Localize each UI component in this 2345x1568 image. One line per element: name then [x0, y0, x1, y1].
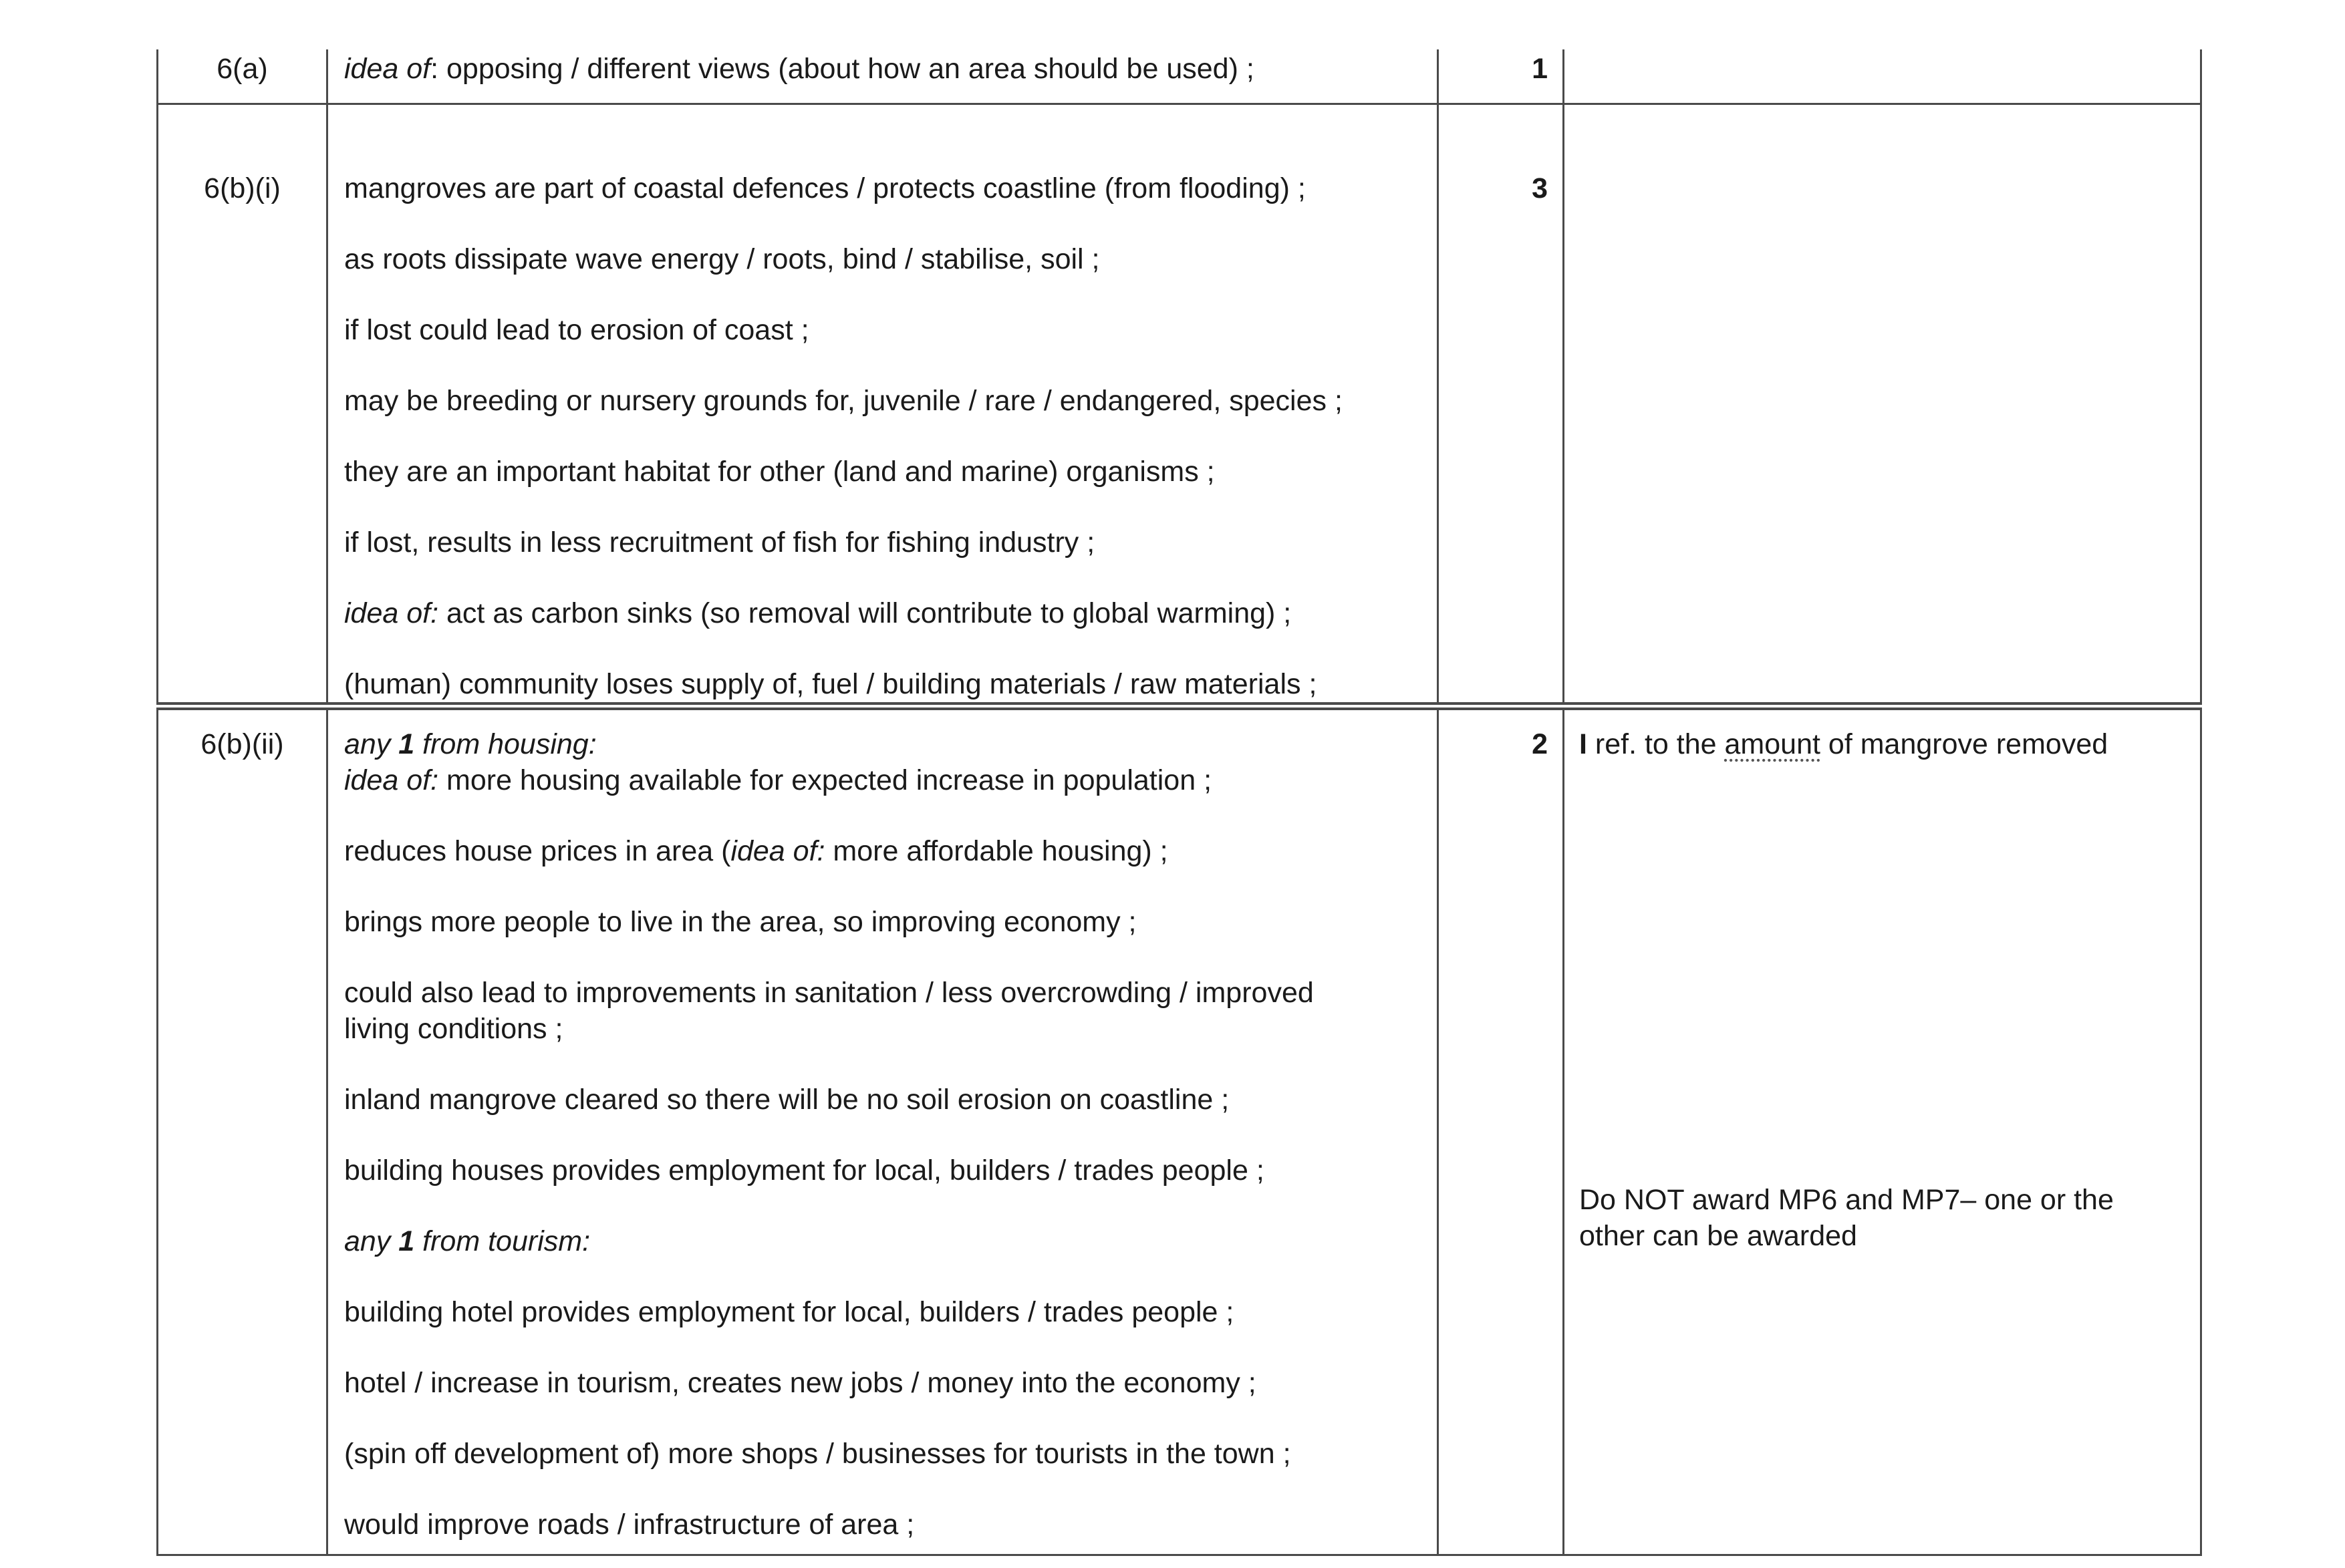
guidance-cell — [1564, 104, 2201, 707]
award-note-line: other can be awarded — [1579, 1220, 1857, 1252]
answer-cell — [327, 706, 1438, 1555]
housing-heading — [344, 726, 1423, 762]
answer-line: hotel / increase in tourism, creates new jobs / money into the economy ; — [344, 1367, 1256, 1399]
question-number: 6(a) — [158, 49, 327, 104]
table-row — [158, 706, 2201, 1555]
heading-number: 1 — [398, 728, 415, 760]
guidance-cell — [1564, 706, 2201, 1555]
answer-line — [344, 833, 1423, 869]
guidance-text: ref. to the — [1587, 728, 1725, 760]
heading-pre: any — [344, 1225, 399, 1257]
answer-text: more housing available for expected increase in population ; — [438, 764, 1212, 796]
guidance-text: of mangrove removed — [1820, 728, 2108, 760]
heading-pre: any — [344, 728, 399, 760]
idea-of-label: idea of — [344, 53, 431, 85]
emphasised-word: amount — [1724, 728, 1820, 760]
marks-cell: 1 — [1438, 49, 1564, 104]
table-row — [158, 104, 2201, 707]
answer-line: inland mangrove cleared so there will be no soil erosion on coastline ; — [344, 1084, 1230, 1116]
answer-text: could also lead to improvements in sanitation / less overcrowding / improved — [344, 977, 1314, 1009]
heading-number: 1 — [398, 1225, 415, 1257]
answer-line: building hotel provides employment for local, builders / trades people ; — [344, 1296, 1234, 1328]
answer-line: they are an important habitat for other (land and marine) organisms ; — [344, 456, 1215, 488]
answer-line — [344, 51, 1423, 87]
idea-of-label: idea of: — [344, 764, 439, 796]
colon: : — [430, 53, 439, 85]
heading-post: from housing: — [414, 728, 597, 760]
marks-cell: 3 — [1438, 104, 1564, 707]
answer-text-continued: living conditions ; — [344, 1013, 563, 1045]
mark-scheme-table — [156, 49, 2202, 1556]
question-number: 6(b)(ii) — [158, 706, 327, 1555]
answer-text: reduces house prices in area ( — [344, 835, 731, 867]
award-note-line: Do NOT award MP6 and MP7– one or the — [1579, 1184, 2114, 1216]
answer-line: would improve roads / infrastructure of area ; — [344, 1509, 915, 1541]
idea-of-label: idea of: — [730, 835, 825, 867]
answer-cell — [327, 49, 1438, 104]
answer-text: opposing / different views (about how an area should be used) ; — [438, 53, 1254, 85]
heading-post: from tourism: — [414, 1225, 591, 1257]
guidance-cell — [1564, 49, 2201, 104]
marks-cell: 2 — [1438, 706, 1564, 1555]
answer-line: if lost, results in less recruitment of fish for fishing industry ; — [344, 526, 1095, 559]
answer-line: building houses provides employment for local, builders / trades people ; — [344, 1154, 1264, 1187]
answer-line — [344, 975, 1423, 1047]
answer-line: (spin off development of) more shops / businesses for tourists in the town ; — [344, 1438, 1291, 1470]
ignore-guidance — [1579, 726, 2187, 762]
ignore-marker: I — [1579, 728, 1587, 760]
tourism-heading — [344, 1223, 1423, 1259]
answer-text: more affordable housing) ; — [825, 835, 1168, 867]
answer-line: as roots dissipate wave energy / roots, bind / stabilise, soil ; — [344, 243, 1100, 275]
answer-cell — [327, 104, 1438, 707]
question-number: 6(b)(i) — [158, 104, 327, 707]
answer-line: may be breeding or nursery grounds for, juvenile / rare / endangered, species ; — [344, 385, 1343, 417]
answer-line: brings more people to live in the area, so improving economy ; — [344, 906, 1137, 938]
answer-line: if lost could lead to erosion of coast ; — [344, 314, 809, 346]
idea-of-label: idea of: — [344, 597, 439, 629]
answer-line: (human) community loses supply of, fuel / building materials / raw materials ; — [344, 668, 1317, 700]
table-row — [158, 49, 2201, 104]
answer-text: act as carbon sinks (so removal will contribute to global warming) ; — [438, 597, 1292, 629]
guidance-spacer — [1579, 762, 2187, 1182]
answer-line — [344, 595, 1423, 631]
answer-line — [344, 762, 1423, 798]
answer-line: mangroves are part of coastal defences / protects coastline (from flooding) ; — [344, 172, 1306, 204]
